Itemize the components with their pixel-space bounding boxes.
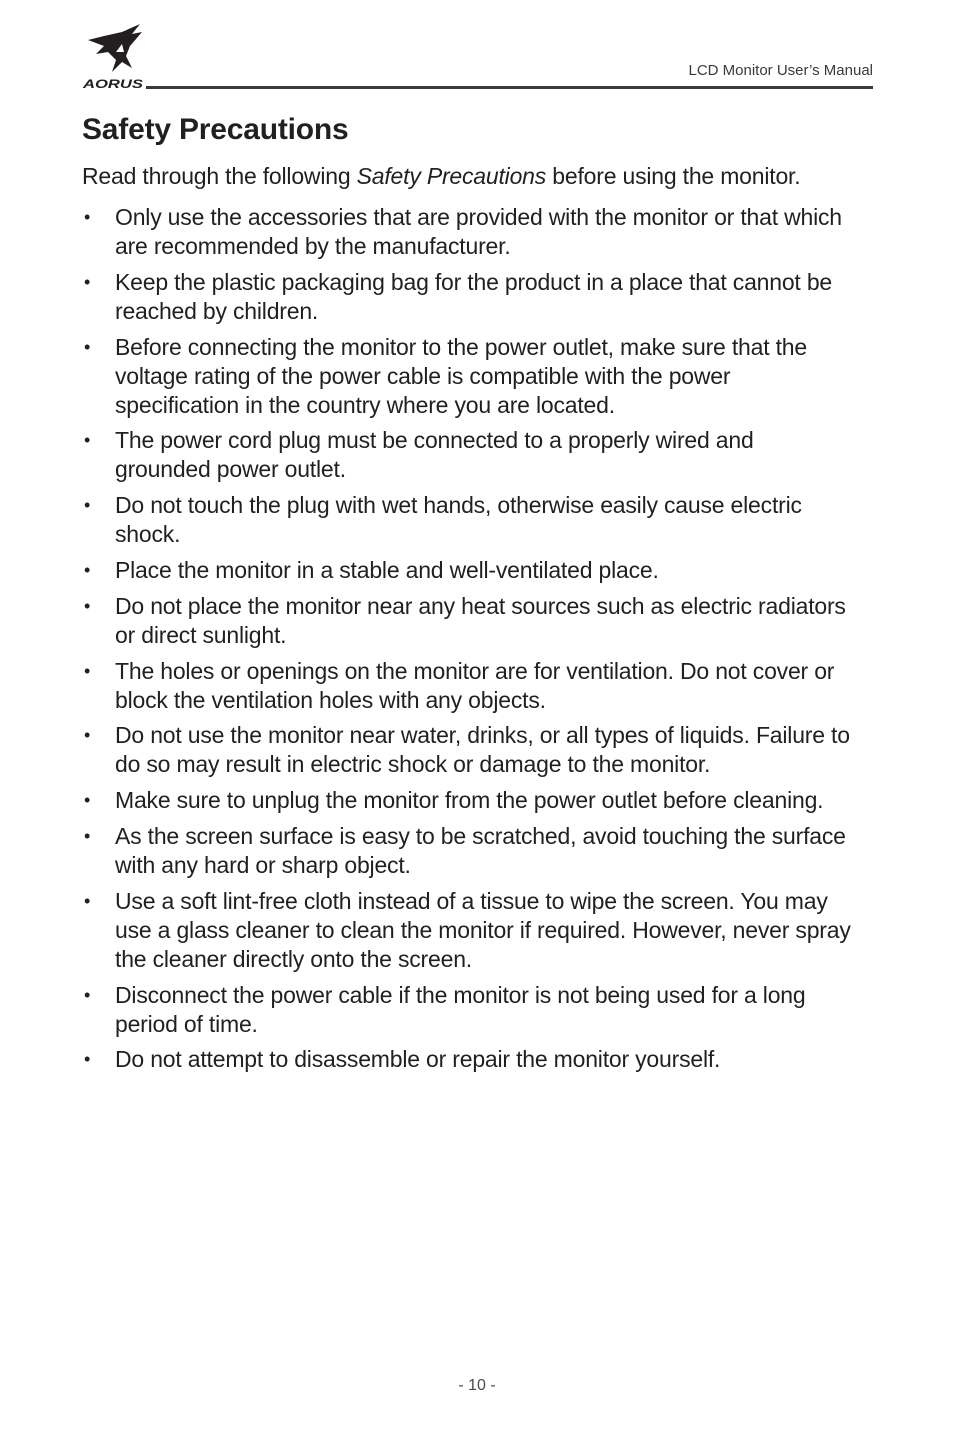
list-item-text: Do not touch the plug with wet hands, otherwise easily cause electric shock. xyxy=(115,492,802,548)
page-number: - 10 - xyxy=(458,1377,496,1394)
bullet-icon: • xyxy=(84,890,91,911)
page-title: Safety Precautions xyxy=(82,113,349,146)
list-item-text: Only use the accessories that are provided with the monitor or that which are recommended by the manufacturer. xyxy=(115,204,842,259)
list-item-text: Use a soft lint-free cloth instead of a tissue to wipe the screen. You may use a glass cleaner to clean the monitor if required. However, never spray the cleaner directly onto the screen. xyxy=(115,887,851,972)
intro-text-after: before using the monitor. xyxy=(546,163,801,189)
list-item xyxy=(82,887,852,974)
list-item xyxy=(82,268,852,326)
bullet-icon: • xyxy=(84,336,91,357)
bullet-icon: • xyxy=(84,790,91,811)
bullet-icon: • xyxy=(84,559,91,580)
page-header xyxy=(82,22,873,92)
bullet-icon: • xyxy=(84,495,91,516)
list-item xyxy=(82,491,852,549)
list-item xyxy=(82,556,852,585)
manual-title: LCD Monitor User’s Manual xyxy=(688,62,873,79)
bullet-icon: • xyxy=(84,430,91,451)
list-item-text: The holes or openings on the monitor are for ventilation. Do not cover or block the ventilation holes with any objects. xyxy=(115,657,835,713)
list-item xyxy=(82,721,852,779)
list-item xyxy=(82,786,852,815)
intro-emphasis: Safety Precautions xyxy=(356,163,547,189)
list-item-text: Keep the plastic packaging bag for the product in a place that cannot be reached by children. xyxy=(115,268,832,324)
header-divider xyxy=(146,86,873,89)
aorus-logo xyxy=(82,22,146,90)
list-item-text: The power cord plug must be connected to a properly wired and grounded power outlet. xyxy=(115,427,754,483)
list-item xyxy=(82,333,852,420)
list-item-text: Do not attempt to disassemble or repair the monitor yourself. xyxy=(115,1046,721,1073)
intro-text-before: Read through the following xyxy=(82,163,357,189)
list-item xyxy=(82,657,852,715)
bullet-icon: • xyxy=(84,207,91,227)
list-item-text: Do not place the monitor near any heat sources such as electric radiators or direct sunlight. xyxy=(115,592,846,648)
list-item xyxy=(82,203,852,261)
bullet-icon: • xyxy=(84,660,91,681)
list-item xyxy=(82,981,852,1039)
list-item-text: Place the monitor in a stable and well-ventilated place. xyxy=(115,556,659,583)
list-item xyxy=(82,426,852,484)
intro-paragraph xyxy=(82,162,882,191)
safety-list xyxy=(82,203,852,1081)
bullet-icon: • xyxy=(84,271,91,292)
list-item-text: Do not use the monitor near water, drinks, or all types of liquids. Failure to do so may result in electric shock or damage to the monitor. xyxy=(115,722,850,778)
bullet-icon: • xyxy=(84,1049,91,1070)
bullet-icon: • xyxy=(84,595,91,616)
eagle-icon xyxy=(82,22,146,90)
bullet-icon: • xyxy=(84,825,91,846)
list-item xyxy=(82,1045,852,1074)
list-item xyxy=(82,592,852,650)
list-item xyxy=(82,822,852,880)
bullet-icon: • xyxy=(84,984,91,1005)
list-item-text: Disconnect the power cable if the monitor is not being used for a long period of time. xyxy=(115,981,806,1037)
list-item-text: Before connecting the monitor to the power outlet, make sure that the voltage rating of the power cable is compatible with the power specification in the country where you are located. xyxy=(115,333,807,418)
list-item-text: Make sure to unplug the monitor from the power outlet before cleaning. xyxy=(115,787,824,814)
logo-wordmark: AORUS xyxy=(82,77,143,90)
bullet-icon: • xyxy=(84,725,91,746)
list-item-text: As the screen surface is easy to be scratched, avoid touching the surface with any hard or sharp object. xyxy=(115,822,846,878)
